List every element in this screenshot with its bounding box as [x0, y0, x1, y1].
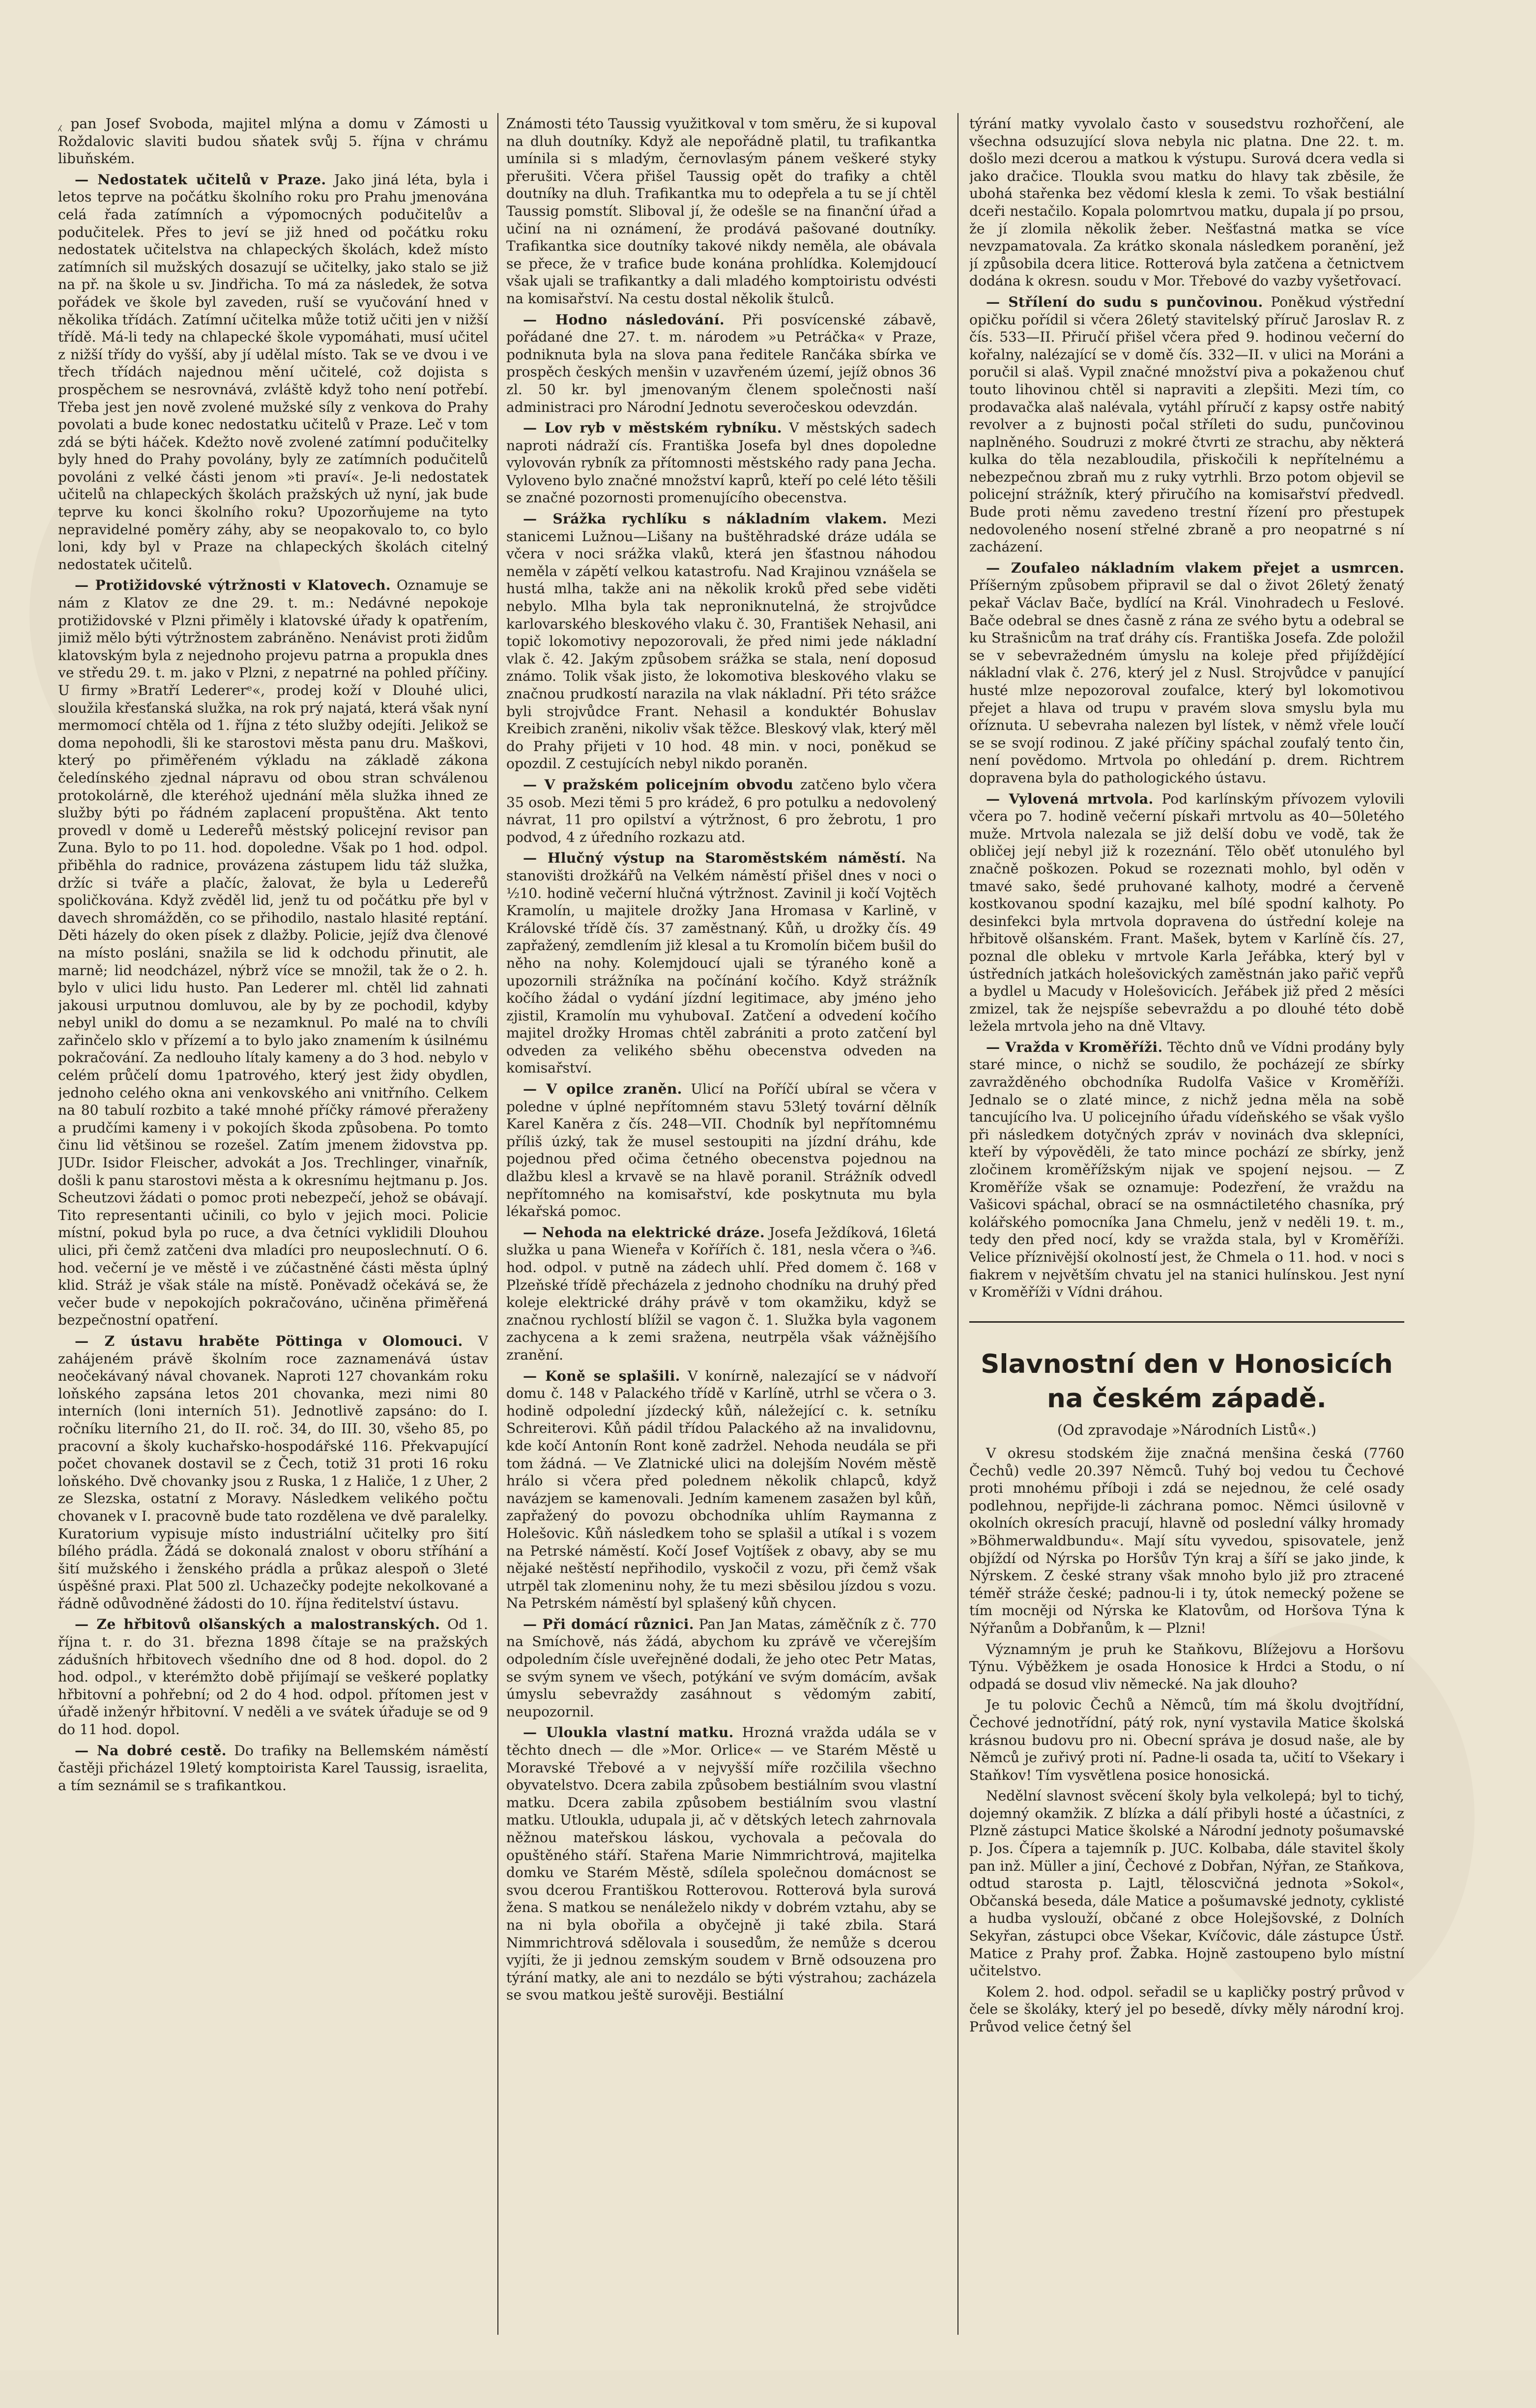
article-heading: — Koně se splašili.: [523, 1367, 680, 1384]
feature-paragraph: Nedělní slavnost svěcení školy byla velkolepá; byl to tichý, dojemný okamžik. Z blízka a dálí přibyli hosté a účastníci, z Plzně zástupci Matice školské a Národní jednoty pošumavské p. Jos. Čípera a tajemník p. JUC. Kolbaba, dále stavitel školy pan inž. Müller a jiní, Čechové z Dobřan, Nýřan, ze Staňkova, odtud starosta p. Lajtl, těloscvičná jednota »Sokol«, Občanská beseda, dále Matice a pošumavské jednoty, cyklisté a hudba vyslouží, občané z obce Holejšovské, z Dolních Sekyřan, zástupci obce Všekar, Kvíčovic, dále zástupce Ústř. Matice z Prahy prof. Žabka. Hojně zastoupeno bylo místní učitelstvo.: [969, 1788, 1404, 1979]
article-text: Těchto dnů ve Vídni prodány byly staré mince, o nichž se soudilo, že pocházejí ze sbírky zavražděného obchodníka Rudolfa Vašice v Kroměříži. Jednalo se o zlaté mince, z nichž jedna měla na sobě tancujícího lva. U policejního úřadu vídeňského se však vyšlo při následkem dotyčných zpráv v novinách dva sklepníci, kteří by výpověděli, že tato mince pochází ze sbírky, jenž zločinem kroměřížským nijak ve spojení nejsou. — Z Kroměříže však se oznamuje: Podezření, že vraždu na Vašicovi spáchal, obrací se na osmnáctiletého chasníka, prý kolářského pomocníka Jana Chmelu, jenž v neděli 19. t. m., tedy den před nocí, kdy se vražda stala, byl v Kroměříži. Velice příznivější okolností jest, že Chmela o 11. hod. v noci s fiakrem v největším chvatu jel na stanici hulínskou. Jest nyní v Kroměříži v Vídni dráhou.: [969, 1039, 1404, 1301]
article: [506, 776, 936, 846]
article-paragraph: Známosti této Taussig využitkoval v tom směru, že si kupoval na dluh doutníky. Když ale nepořádně platil, tu trafikantka umínila si s mladým, černovlasým pánem veškeré styky přerušiti. Včera přišel Taussig opět do trafiky a chtěl doutníky na dluh. Trafikantka mu to odepřela a tu se jí chtěl Taussig pomstít. Sliboval jí, že odešle se na finanční úřad a učiní na ni oznámení, že prodává pašované doutníky. Trafikantka sice doutníky takové nikdy neměla, ale obávala se přece, že v trafice bude konána prohlídka. Kolemjdoucí však ujali se trafikantky a dali mladého komptoiristu odvésti na komisařství. Na cestu dostal několik štulců.: [506, 116, 936, 307]
article-heading: — Ze hřbitovů olšanských a malostranských.: [75, 1616, 440, 1633]
article: [58, 1333, 488, 1613]
article-heading: — Vražda v Kroměříži.: [986, 1039, 1163, 1055]
article-text: zatčeno bylo včera 35 osob. Mezi těmi 5 pro krádež, 6 pro potulku a nedovolený návrat, 11 pro opilství a výtržnost, 6 pro žebrotu, 1 pro podvod, 4 z úředního rozkazu atd.: [506, 776, 936, 845]
column-middle: [506, 115, 936, 2327]
feature-title: Slavnostní den v Honosicích na českém západě.: [981, 1349, 1393, 1414]
article-heading: — Lov ryb v městském rybníku.: [523, 420, 782, 436]
feature-subtitle: (Od zpravodaje »Národních Listů«.): [1057, 1422, 1317, 1438]
article-text: Mezi stanicemi Lužnou—Lišany na buštěhradské dráze udála se včera v noci srážka vlaků, která jen šťastnou náhodou neměla v zápětí velkou katastrofu. Nad Krajinou vznášela se hustá mlha, takže ani na několik kroků před sebe viděti nebylo. Mlha byla tak neproniknutelná, že strojvůdce karlovarského bleskového vlaku č. 30, František Nehasil, ani topič lokomotivy nepozorovali, že před nimi jede nákladní vlak č. 42. Jakým způsobem srážka se stala, není doposud známo. Tolik však jisto, že lokomotiva bleskového vlaku se značnou prudkostí narazila na vlak nákladní. Při této srážce byli strojvůdce Frant. Nehasil a konduktér Bohuslav Kreibich zraněni, nikoliv však těžce. Bleskový vlak, který měl do Prahy přijeti v 10 hod. 48 min. v noci, poněkud se opozdil. Z cestujících nebyl nikdo poraněn.: [506, 511, 936, 772]
article-heading: — Na dobré cestě.: [75, 1742, 227, 1759]
column-right: [969, 115, 1404, 1305]
feature-article: [969, 1321, 1404, 2408]
article-paragraph: týrání matky vyvolalo často v sousedstvu rozhořčení, ale všechna odsuzující slova nebyla nic platna. Dne 22. t. m. došlo mezi dcerou a matkou k výstupu. Surová dcera vedla si jako dračice. Tloukla svou matku do hlavy tak zběsile, že ubohá stařenka bez vědomí klesla k zemi. To však bestiální dceři nestačilo. Kopala polomrtvou matku, dupala jí po prsou, že jí zlomila několik žeber. Nešťastná matka se více nevzpamatovala. Za krátko skonala následkem poranění, jež jí způsobila dcera litice. Rotterová byla zatčena a četnictvem dodána k okresn. soudu v Mor. Třebové do vazby vyšetřovací.: [969, 116, 1404, 290]
article-heading: — Hlučný výstup na Staroměstském náměstí.: [523, 850, 906, 867]
article-heading: — Hodno následování.: [523, 311, 725, 328]
article-heading: — Protižidovské výtržnosti v Klatovech.: [75, 577, 391, 594]
article-text: V městských sadech naproti nádraží cís. Františka Josefa byl dnes dopoledne vylovován rybník za přítomnosti městského rady pana Jecha. Vyloveno bylo značné množství kaprů, kteří po celé léto těšili se značné pozornosti promenujícího obecenstva.: [506, 420, 936, 506]
article-text: Pan Jan Matas, záměčník z č. 770 na Smíchově, nás žádá, abychom ku zprávě ve včerejším odpoledním čísle uveřejněné dodali, že jeho otec Petr Matas, se svým synem ve všech, potýkání ve svým domácím, avšak úmyslu sebevraždy zasáhnout s vědomým zabití, neupozornil.: [506, 1616, 936, 1720]
column-left: [58, 115, 488, 2327]
column-divider: [957, 113, 958, 2335]
article-heading: — Uloukla vlastní matku.: [523, 1724, 734, 1741]
article-text: V zahájeném právě školním roce zaznamenává ústav neočekávaný nával chovanek. Naproti 127 chovankám roku loňského zapsána letos 201 chovanka, mezi nimi 80 interních (loni interních 51). Jednotlivě zapsáno: do I. ročníku literního 21, do II. roč. 34, do III. 30, všeho 85, po pracovní a školy kuchařsko-hospodářské 116. Překvapující počet chovanek dostavil se z Čech, totiž 31 proti 16 roku loňského. Dvě chovanky jsou z Ruska, 1 z Haliče, 1 z Uher, 2 ze Slezska, ostatní z Moravy. Následkem velikého počtu chovanek v I. pracovně bude tato rozdělena ve dvě paralelky. Kuratorium vypisuje místo industriální učitelky pro šití bílého prádla. Žádá se dokonalá znalost v oboru stříhání a šití mužského i ženského prádla a průkaz alespoň o 3leté úspěšné praxi. Plat 500 zl. Uchazečky podejte nekolkované a řádně odůvodněné žádosti do 10. října ředitelství ústavu.: [58, 1333, 488, 1612]
article-heading: — Střílení do sudu s punčovinou.: [986, 293, 1263, 310]
article: [506, 1080, 936, 1220]
article-heading: — Nehoda na elektrické dráze.: [523, 1224, 765, 1241]
article: [506, 849, 936, 1077]
article-heading: — Z ústavu hraběte Pöttinga v Olomouci.: [75, 1333, 463, 1349]
feature-paragraph: Kolem 2. hod. odpol. seřadil se u kapličky postrý průvod v čele se školáky, který jel po besedě, dívky měly národní kroj. Průvod velice četný šel: [969, 1983, 1404, 2035]
article: [506, 311, 936, 416]
article-text: Jako jiná léta, byla i letos teprve na počátku školního roku pro Prahu jmenována celá řada zatímních a výpomocných podučitelův a podučitelek. Přes to jeví se již hned od počátku roku nedostatek učitelstva na chlapeckých školách, kdež místo zatímních sil mužských dosazují se učitelky, jako stalo se již na př. na škole u sv. Jindřicha. To má za následek, že sotva pořádek ve škole byl zaveden, ruší se vyučování hned v několika třídách. Zatímní učitelka může totiž učiti jen v nižší třídě. Má-li tedy na chlapecké škole vypomáhati, musí učitel z nižší třídy do vyšší, aby jí udělal místo. Tak se ve dvou i ve třech třídách najednou mění učitelé, což dojista s prospěchem se nesrovnává, zvláště když toho není potřebí. Třeba jest jen nově zvolené mužské síly z venkova do Prahy povolati a bude konec nedostatku učitelů v Praze. Leč v tom zdá se býti háček. Kdežto nově zvolené zatímní podučitelky byly hned do Prahy povolány, byly ze zatímních podučitelů povoláni z velké části jenom »ti praví«. Je-li nedostatek učitelů na chlapeckých školách pražských už nyní, jak bude teprve ku konci školního roku? Upozorňujeme na tyto nepravidelné poměry záhy, aby se neopakovalo to, co bylo loni, kdy byl v Praze na chlapeckých školách citelný nedostatek učitelů.: [58, 171, 488, 573]
article-heading: — Nedostatek učitelů v Praze.: [75, 171, 326, 188]
article: [58, 577, 488, 1329]
article-heading: — Při domácí různici.: [523, 1616, 694, 1632]
article: [58, 1616, 488, 1738]
article: [969, 293, 1404, 556]
article-text: Pod karlínským přívozem vylovili včera po 7. hodině večerní pískaři mrtvolu as 40—50letého muže. Mrtvola nalezala se již delší dobu ve vodě, tak že obličej její nebyl již k rozeznání. Tělo oběť utonulého byl značně poškozen. Pokud se rozeznati mohlo, byl oděn v tmavé sako, šedé pruhované kalhoty, modré a červeně kostkovanou spodní kazajku, mel bílé spodní kalhoty. Po desinfekci byla mrtvola dopravena do ústřední koleje na hřbitově olšanském. Frant. Mašek, bytem v Karlíně čís. 27, poznal dle obleku v mrtvole Karla Jeřábka, který byl v ústředních jatkách holešovických zaměstnán jako pařič vepřů a bydlel u Macudy v Holešovicích. Jeřábek již před 2 měsíci zmizel, tak že nejspíše sebevraždu a po dlouhé této době ležela mrtvola jeho na dně Vltavy.: [969, 790, 1404, 1035]
article: [58, 1742, 488, 1795]
article: [506, 1616, 936, 1721]
article-heading: — Zoufaleo nákladním vlakem přejet a usmrcen.: [986, 559, 1404, 576]
article: [969, 1039, 1404, 1301]
feature-paragraph: Významným je pruh ke Staňkovu, Blížejovu a Horšovu Týnu. Výběžkem je osada Honosice k Hrdci a Stodu, o ní odpadá se dosud vliv německé. Na jak dlouho?: [969, 1641, 1404, 1692]
article-heading: — V opilce zraněn.: [523, 1081, 682, 1098]
feature-paragraph: V okresu stodském žije značná menšina česká (7760 Čechů) vedle 20.397 Němců. Tuhý boj vedou tu Čechové proti mnohému příboji i zdá se nejednou, že celé osady podlehnou, nepřijde-li záchrana pomoc. Němci úsilovně v okolních okresích pracují, hlavně od poslední války hromady »Böhmerwaldbundu«. Mají sítu vyvedou, spisovatele, jenž objíždí od Nýrska po Horšův Týn kraj a šíří se jako jinde, k Nýrskem. Z české strany však mnoho bylo již pro ztracené téměř stráže české; padnou-li i ty, útok nemecký požene se tím mocněji od Nýrska ke Klatovům, od Horšova Týna k Nýřanům a Dobřanům, k — Plzni!: [969, 1445, 1404, 1636]
article: [506, 1724, 936, 2004]
article-heading: — V pražském policejním obvodu: [523, 776, 794, 793]
article: [506, 1224, 936, 1364]
feature-paragraph: Je tu polovic Čechů a Němců, tím má školu dvojtřídní, Čechové jednotřídní, pátý rok, nyní vystavila Matice školská krásnou budovu pro ni. Obecní správa je dosud naše, ale by Němců je zuřivý proti ní. Padne-li osada ta, učití to Všekary i Staňkov! Tím vysvětlena posice honosická.: [969, 1697, 1404, 1783]
article-heading: — Vylovená mrtvola.: [986, 790, 1154, 807]
article-paragraph: ⁁ pan Josef Svoboda, majitel mlýna a domu v Zámosti u Roždalovic slaviti budou sňatek svůj 5. října v chrámu libuňském.: [58, 116, 488, 167]
column-divider: [497, 113, 498, 2335]
article: [506, 1367, 936, 1612]
article-text: Oznamuje se nám z Klatov ze dne 29. t. m.: Nedávné nepokoje protižidovské v Plzni přiměly i klatovské úřady k opatřením, jimiž mělo býti výtržnostem zabráněno. Nenávist proti židům klatovským byla z nejednoho projevu patrna a propukla dnes ve středu 29. t. m. jako v Plzni, z nepatrné na pohled příčiny. U firmy »Bratří Ledererᵉ«, prodej koží v Dlouhé ulici, sloužila křesťanská služka, na rok prý najatá, která však nyní mermomocí chtěla od 1. října z této služby odejíti. Jelikož se doma nepohodli, šli ke starostovi města panu dru. Maškovi, který po přiměřeném výkladu na základě zákona čeledínského zjednal nápravu od obou stran schválenou protokolárně, dle kteréhož ujednání měla služka ihned ze služby býti po řádném zaplacení propuštěna. Akt tento provedl v domě u Lederer̊ů městský policejní revisor pan Zuna. Bylo to po 11. hod. dopoledne. Však po 1 hod. odpol. přiběhla do radnice, provázena zástupem lidu táž služka, držíc si tváře a plačíc, žalovat, že byla u Lederer̊ů spoličkována. Když zvěděl lid, jenž tu od počátku pře byl v davech shromážděn, co se přihodilo, nastalo hlasité reptání. Děti házely do oken písek z dlažby. Policie, jejíž dva členové na místo posláni, snažila se lid k odchodu přinutit, ale marně; lid neodcházel, nýbrž více se množil, tak že o 2. h. bylo v ulici lidu husto. Pan Lederer ml. chtěl lid zahnati jakousi urputnou domluvou, ale by by ze pochodil, kdyby nebyl unikl do domu a se nezamknul. Po malé na to chvíli zařinčelo sklo v přízemí a to bylo jako znamením k úsilnému pokračování. Za nedlouho lítaly kameny a do 3 hod. nebylo v celém průčelí domu 1patrového, který jest židy obydlen, jednoho celého okna ani venkovského ani vnitřního. Celkem na 80 tabulí rozbito a také mnohé příčky rámové přeraženy a prudčími kameny i v pokojích škoda způsobena. Po tomto činu lid většinou se rozešel. Zatím jmenem židovstva pp. JUDr. Isidor Fleischer, advokát a Jos. Trechlinger, vinařník, došli k panu starostovi města a k okresnímu hejtmanu p. Jos. Scheutzovi žádati o pomoc proti nebezpečí, jehož se obávají. Tito representanti učinili, co bylo v jejich moci. Policie místní, pokud byla po ruce, a dva četníci vyklidili Dlouhou ulici, při čemž zatčeni dva mladíci pro neuposlechnutí. O 6. hod. večerní je ve městě i ve zúčastněné části města úplný klid. Stráž je však stále na místě. Poněvadž očekává se, že večer bude v nepokojích pokračováno, učiněna přiměřená bezpečnostní opatření.: [58, 577, 488, 1329]
article-text: Ulicí na Poříčí ubíral se včera v poledne v úplné nepřítomném stavu 53letý tovární dělník Karel Kaněra z čís. 248—VII. Chodník byl nepřítomnému příliš úzký, tak že musel sestoupiti na jízdní dráhu, kde pojednou před očima četného obecenstva pojednou na dlažbu klesl a krvavě se na hlavě poranil. Strážník odvedl nepřítomného na komisařství, kde poskytnuta mu byla lékařská pomoc.: [506, 1081, 936, 1220]
article: [506, 419, 936, 507]
article-text: Při posvícenské zábavě, pořádané dne 27. t. m. národem »u Petráčka« v Praze, podniknuta byla na slova pana ředitele Rančáka sbírka ve prospěch českých menšin v uzavřeném území, jejíž obnos 36 zl. 50 kr. byl jmenovaným členem společnosti naší administraci pro Národní Jednotu severočeskou odevzdán.: [506, 311, 936, 415]
article-text: Poněkud výstřední opičku pořídil si včera 26letý stavitelský příruč Jaroslav R. z čís. 533—II. Přiručí přišel včera před 9. hodinou večerní do kořalny, nalézající se v domě čís. 332—II. v ulici na Moráni a poručil si alaš. Vypil značné množství piva a pokaženou chuť touto lihovinou chtěl si napraviti a zlepšiti. Mezi tím, co prodavačka alaš nalévala, vytáhl příručí z kapsy ostře nabitý revolver a z bujnosti počal stříleti do sudu, punčovinou naplněného. Soudruzi z mokré čtvrti ze strachu, aby některá kulka do těla nezabloudila, přiskočili k nepřítelnému a nebezpečnou zbraň mu z ruky vytrhli. Brzo potom objevil se policejní strážník, který přiručího na komisařství předvedl. Bude proti němu zavedeno trestní řízení pro přestupek nedovoleného nosení střelné zbraně a pro neopatrné s ní zacházení.: [969, 293, 1404, 555]
article: [969, 790, 1404, 1035]
article-text: Příšerným způsobem připravil se dal o život 26letý ženatý pekař Václav Bače, bydlící na Král. Vinohradech u Feslové. Bače odebral se dnes časně z rána ze svého bytu a odebral se ku Strašnicům na trať dráhy cís. Františka Josefa. Zde položil se v sebevražedném úmyslu na koleje před přijíždějící nákladní vlak č. 276, který jel z Nusl. Strojvůdce v panující husté mlze nepozoroval zoufalce, který byl lokomotivou přejet a hlava od trupu v pravém slova smyslu byla mu oříznuta. U sebevraha nalezen byl lístek, v němž vřele loučí se se svojí rodinou. Z jaké příčiny spáchal zoufalý tento čin, není povědomo. Mrtvola po ohledání p. drem. Richtrem dopravena byla do pathologického ústavu.: [969, 577, 1404, 786]
article-text: V konírně, nalezající se v nádvoří domu č. 148 v Palackého třídě v Karlíně, utrhl se včera o 3. hodině odpolední jízdecký kůň, náležející c. k. setníku Schreiterovi. Kůň pádil třídou Palackého až na invalidovnu, kde kočí Antonín Ront koně zadržel. Nehoda neudála se při tom žádná. — Ve Zlatnické ulici na dolejším Novém městě hrálo si včera před polednem několik chlapců, když navázjem se kamenovali. Jedním kamenem zasažen byl kůň, zapřažený do povozu obchodníka uhlím Raymanna z Holešovic. Kůň následkem toho se splašil a utíkal i s vozem na Petrské náměstí. Kočí Josef Vojtíšek z obavy, aby se mu nějaké neštěstí nepřihodilo, vyskočil z vozu, při čemž však utrpěl tak zlomeninu nohy, že tu mezi sběsilou jízdou s vozu. Na Petrském náměstí byl splašený kůň chycen.: [506, 1367, 936, 1612]
article-text: Na stanovišti drožkářů na Velkém náměstí přišel dnes v noci o ½10. hodině večerní hlučná výtržnost. Zavinil ji kočí Vojtěch Kramolín, u majitele drožky Jana Hromasa v Karlině, v Královské třídě čís. 37 zaměstnaný. Kůň, u drožky čís. 49 zapřažený, zemdlením již klesal a tu Kromolín bičem bušil do něho na nohy. Kolemjdoucí ujali se týraného koně a upozornili strážníka na počínání kočího. Když strážník kočího žádal o vydání jízdní legitimace, aby jméno jeho zjistil, Kramolín mu vyhubovaI. Zatčení a odvedení kočího majitel drožky Hromas chtěl zabrániti a proto zatčení byl odveden za velikého sběhu obecenstva odveden na komisařství.: [506, 850, 936, 1076]
article-text: Do trafiky na Bellemském náměstí častěji přicházel 19letý komptoirista Karel Taussig, israelita, a tím seznámil se s trafikantkou.: [58, 1742, 488, 1794]
article-text: Od 1. října t. r. do 31. března 1898 čítaje se na pražských zádušních hřbitovech všedního dne od 8 hod. dopol. do 2 hod. odpol., v kterémžto době přijímají se veškeré poplatky hřbitovní a pohřební; od 2 do 4 hod. odpol. přítomen jest v úřadě inženýr hřbitovní. V neděli a ve svátek úřaduje se od 9 do 11 hod. dopol.: [58, 1616, 488, 1738]
article-heading: — Srážka rychlíku s nákladním vlakem.: [523, 511, 887, 527]
article-text: Josefa Ježdíková, 16letá služka u pana Wiener̊a v Kořířích č. 181, nesla včera o ¾6. hod. odpol. v putně na zádech uhlí. Před domem č. 168 v Plzeňské třídě přecházela z jednoho chodníku na druhý před koleje elektrické dráhy právě v tom okamžiku, když se značnou rychlostí blížil se vagon č. 1. Služka byla vagonem zachycena a k zemi sražena, neutrpěla však vážnějšího zranění.: [506, 1224, 936, 1363]
article-text: Hrozná vražda udála se v těchto dnech — dle »Mor. Orlice« — ve Starém Městě u Moravské Třebové a v nejvyšší míře rozčilila všechno obyvatelstvo. Dcera zabila způsobem bestiálním svou vlastní matku. Dcera zabila způsobem bestiálním svou vlastní matku. Utloukla, udupala ji, ač v dětských letech zahrnovala něžnou mateřskou láskou, vychovala a pečovala do opuštěného stáří. Stařena Marie Nimmrichtrová, majitelka domku ve Starém Městě, sdílela společnou domácnost se svou dcerou Františkou Rotterovou. Rotterová byla surová žena. S matkou se nenáleželo nikdy v dobrém vztahu, aby se na ni byla obořila a obyčejně ji také zbila. Stará Nimmrichtrová sdělovala i sousedům, že nemůže s dcerou vyjíti, že ji jednou zemským soudem v Brně odsouzena pro týrání matky, ale ani to nezdálo se býti výstrahou; zacházela se svou matkou ještě surověji. Bestiální: [506, 1724, 936, 2003]
feature-body: [969, 1445, 1404, 2408]
article: [969, 559, 1404, 787]
article: [58, 171, 488, 574]
article: [506, 510, 936, 773]
